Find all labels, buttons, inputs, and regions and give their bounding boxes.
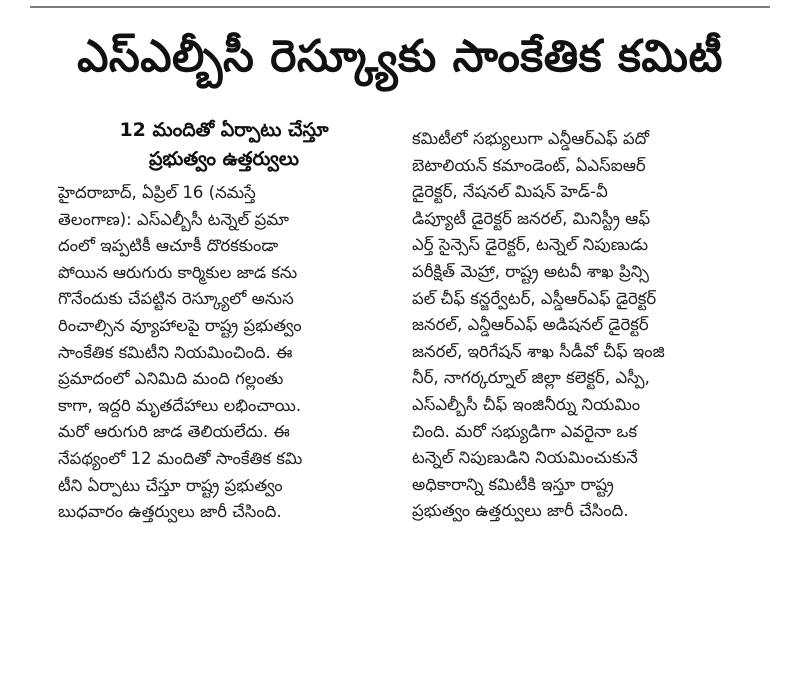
top-rule (30, 6, 770, 8)
body-line: గొనేందుకు చేపట్టిన రెస్క్యూలో అనుస (58, 289, 294, 309)
body-line: టన్నెల్ నిపుణుడిని నియమించుకునే (412, 448, 638, 468)
left-column (58, 116, 390, 526)
body-line: బెటాలియన్ కమాండెంట్, ఏఎస్ఐఆర్ (412, 155, 646, 175)
body-line: కాగా, ఇద్దరి మృతదేహాలు లభించాయి. (58, 395, 302, 415)
body-line: సాంకేతిక కమిటీని నియమించింది. ఈ (58, 342, 293, 362)
body-line: మరో ఆరుగురి జాడ తెలియలేదు. ఈ (58, 422, 290, 442)
body-line: ప్రమాదంలో ఎనిమిది మంది గల్లంతు (58, 369, 284, 389)
subheadline (58, 116, 390, 174)
body-line: డిప్యూటీ డైరెక్టర్ జనరల్, మినిస్ట్రీ ఆఫ్ (412, 208, 651, 228)
body-line: పోయిన ఆరుగురు కార్మికుల జాడ కను (58, 262, 298, 282)
headline: ఎస్ఎల్బీసీ రెస్క్యూకు సాంకేతిక కమిటీ (77, 31, 723, 82)
right-column (412, 126, 762, 525)
body-line: చింది. మరో సభ్యుడిగా ఎవరైనా ఒక (412, 421, 638, 441)
left-body (58, 180, 390, 526)
body-line: దంలో ఇప్పటికీ ఆచూకీ దొరకకుండా (58, 236, 279, 256)
body-line: జనరల్, ఎన్డీఆర్ఎఫ్ అడిషనల్ డైరెక్టర్ (412, 315, 649, 335)
body-line: డైరెక్టర్, నేషనల్ మిషన్ హెడ్-వీ (412, 182, 608, 202)
subhead-line: 12 మందితో ఏర్పాటు చేస్తూ (119, 119, 329, 141)
body-line: పరీక్షిత్ మెహ్రా, రాష్ట్ర అటవీ శాఖ ప్రిన్సి (412, 261, 649, 281)
body-line: అధికారాన్ని కమిటీకి ఇస్తూ రాష్ట్ర (412, 474, 614, 494)
body-line: నేపథ్యంలో 12 మందితో సాంకేతిక కమి (58, 448, 303, 468)
body-line: తెలంగాణ): ఎస్ఎల్బీసీ టన్నెల్ ప్రమా (58, 209, 289, 229)
body-line: నీర్, నాగర్కర్నూల్ జిల్లా కలెక్టర్, ఎస్పీ, (412, 368, 650, 388)
body-line: జనరల్, ఇరిగేషన్ శాఖ సీడీవో చీఫ్ ఇంజి (412, 341, 665, 361)
body-line: టీని ఏర్పాటు చేస్తూ రాష్ట్ర ప్రభుత్వం (58, 475, 283, 495)
body-line: కమిటీలో సభ్యులుగా ఎన్డీఆర్ఎఫ్ పదో (412, 129, 649, 148)
subhead-line: ప్రభుత్వం ఉత్తర్వులు (149, 148, 299, 170)
body-line: ఎస్ఎల్బీసీ చీఫ్ ఇంజినీర్ను నియమిం (412, 394, 641, 414)
body-line: హైదరాబాద్, ఏప్రిల్ 16 (నమస్తే (58, 183, 256, 202)
body-line: ఎర్త్ సైన్సెస్ డైరెక్టర్, టన్నెల్ నిపుణుడు (412, 235, 649, 255)
body-line: రించాల్సిన వ్యూహాలపై రాష్ట్ర ప్రభుత్వం (58, 315, 302, 335)
body-line: బుధవారం ఉత్తర్వులు జారీ చేసింది. (58, 502, 282, 522)
body-line: పల్ చీఫ్ కన్జర్వేటర్, ఎస్డీఆర్ఎఫ్ డైరెక్టర్ (412, 288, 657, 308)
body-line: ప్రభుత్వం ఉత్తర్వులు జారీ చేసింది. (412, 501, 629, 521)
